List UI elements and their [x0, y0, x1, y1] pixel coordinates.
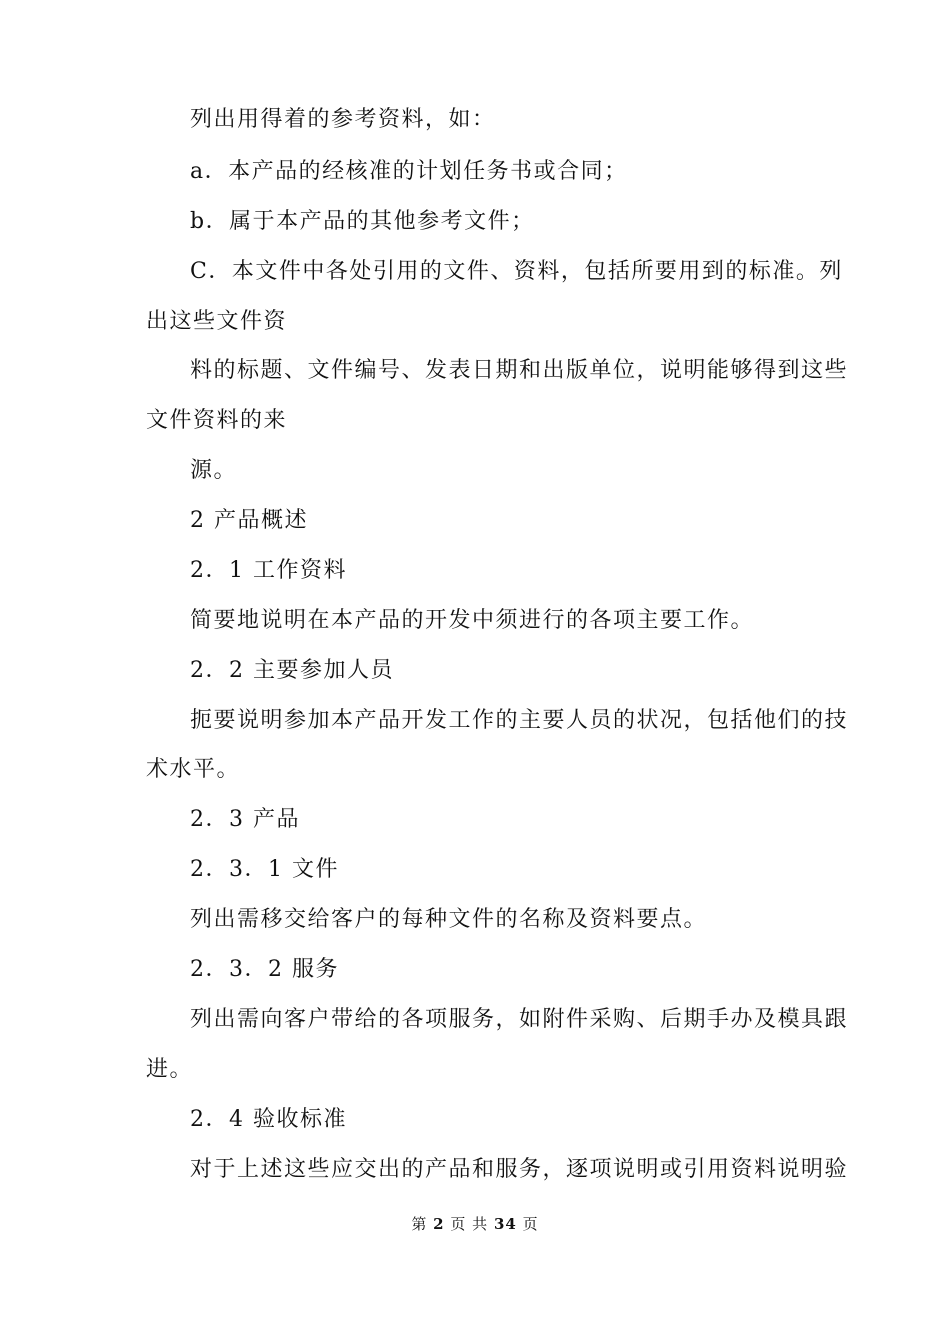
section-heading: 2．1 工作资料 [190, 558, 347, 583]
footer-prefix: 第 [411, 1215, 428, 1233]
footer-middle: 页 共 [450, 1215, 489, 1233]
text-line: 简要地说明在本产品的开发中须进行的各项主要工作。 [190, 608, 755, 633]
text-line: 进。 [146, 1057, 194, 1082]
text-line: 列出需向客户带给的各项服务，如附件采购、后期手办及模具跟 [190, 1007, 849, 1032]
section-heading: 2 产品概述 [190, 508, 308, 533]
footer-page-number: 2 [433, 1215, 445, 1233]
section-heading: 2．3 产品 [190, 807, 300, 832]
text-line: C．本文件中各处引用的文件、资料，包括所要用到的标准。列 [190, 259, 843, 284]
section-heading: 2．3．1 文件 [190, 857, 339, 882]
text-line: 对于上述这些应交出的产品和服务，逐项说明或引用资料说明验 [190, 1157, 849, 1182]
text-line: 术水平。 [146, 757, 241, 782]
page-footer [0, 1214, 950, 1234]
section-heading: 2．4 验收标准 [190, 1107, 347, 1132]
text-line: 列出用得着的参考资料，如： [190, 107, 496, 132]
section-heading: 2．2 主要参加人员 [190, 658, 394, 683]
text-line: 文件资料的来 [146, 408, 288, 433]
text-line: 扼要说明参加本产品开发工作的主要人员的状况，包括他们的技 [190, 708, 849, 733]
text-line: a．本产品的经核准的计划任务书或合同； [190, 159, 628, 184]
text-line: 源。 [190, 458, 238, 483]
text-line: 料的标题、文件编号、发表日期和出版单位，说明能够得到这些 [190, 358, 849, 383]
footer-suffix: 页 [522, 1215, 539, 1233]
text-line: 出这些文件资 [146, 309, 288, 334]
text-line: 列出需移交给客户的每种文件的名称及资料要点。 [190, 907, 708, 932]
section-heading: 2．3．2 服务 [190, 957, 339, 982]
footer-total-pages: 34 [493, 1215, 517, 1233]
text-line: b．属于本产品的其他参考文件； [190, 209, 535, 234]
